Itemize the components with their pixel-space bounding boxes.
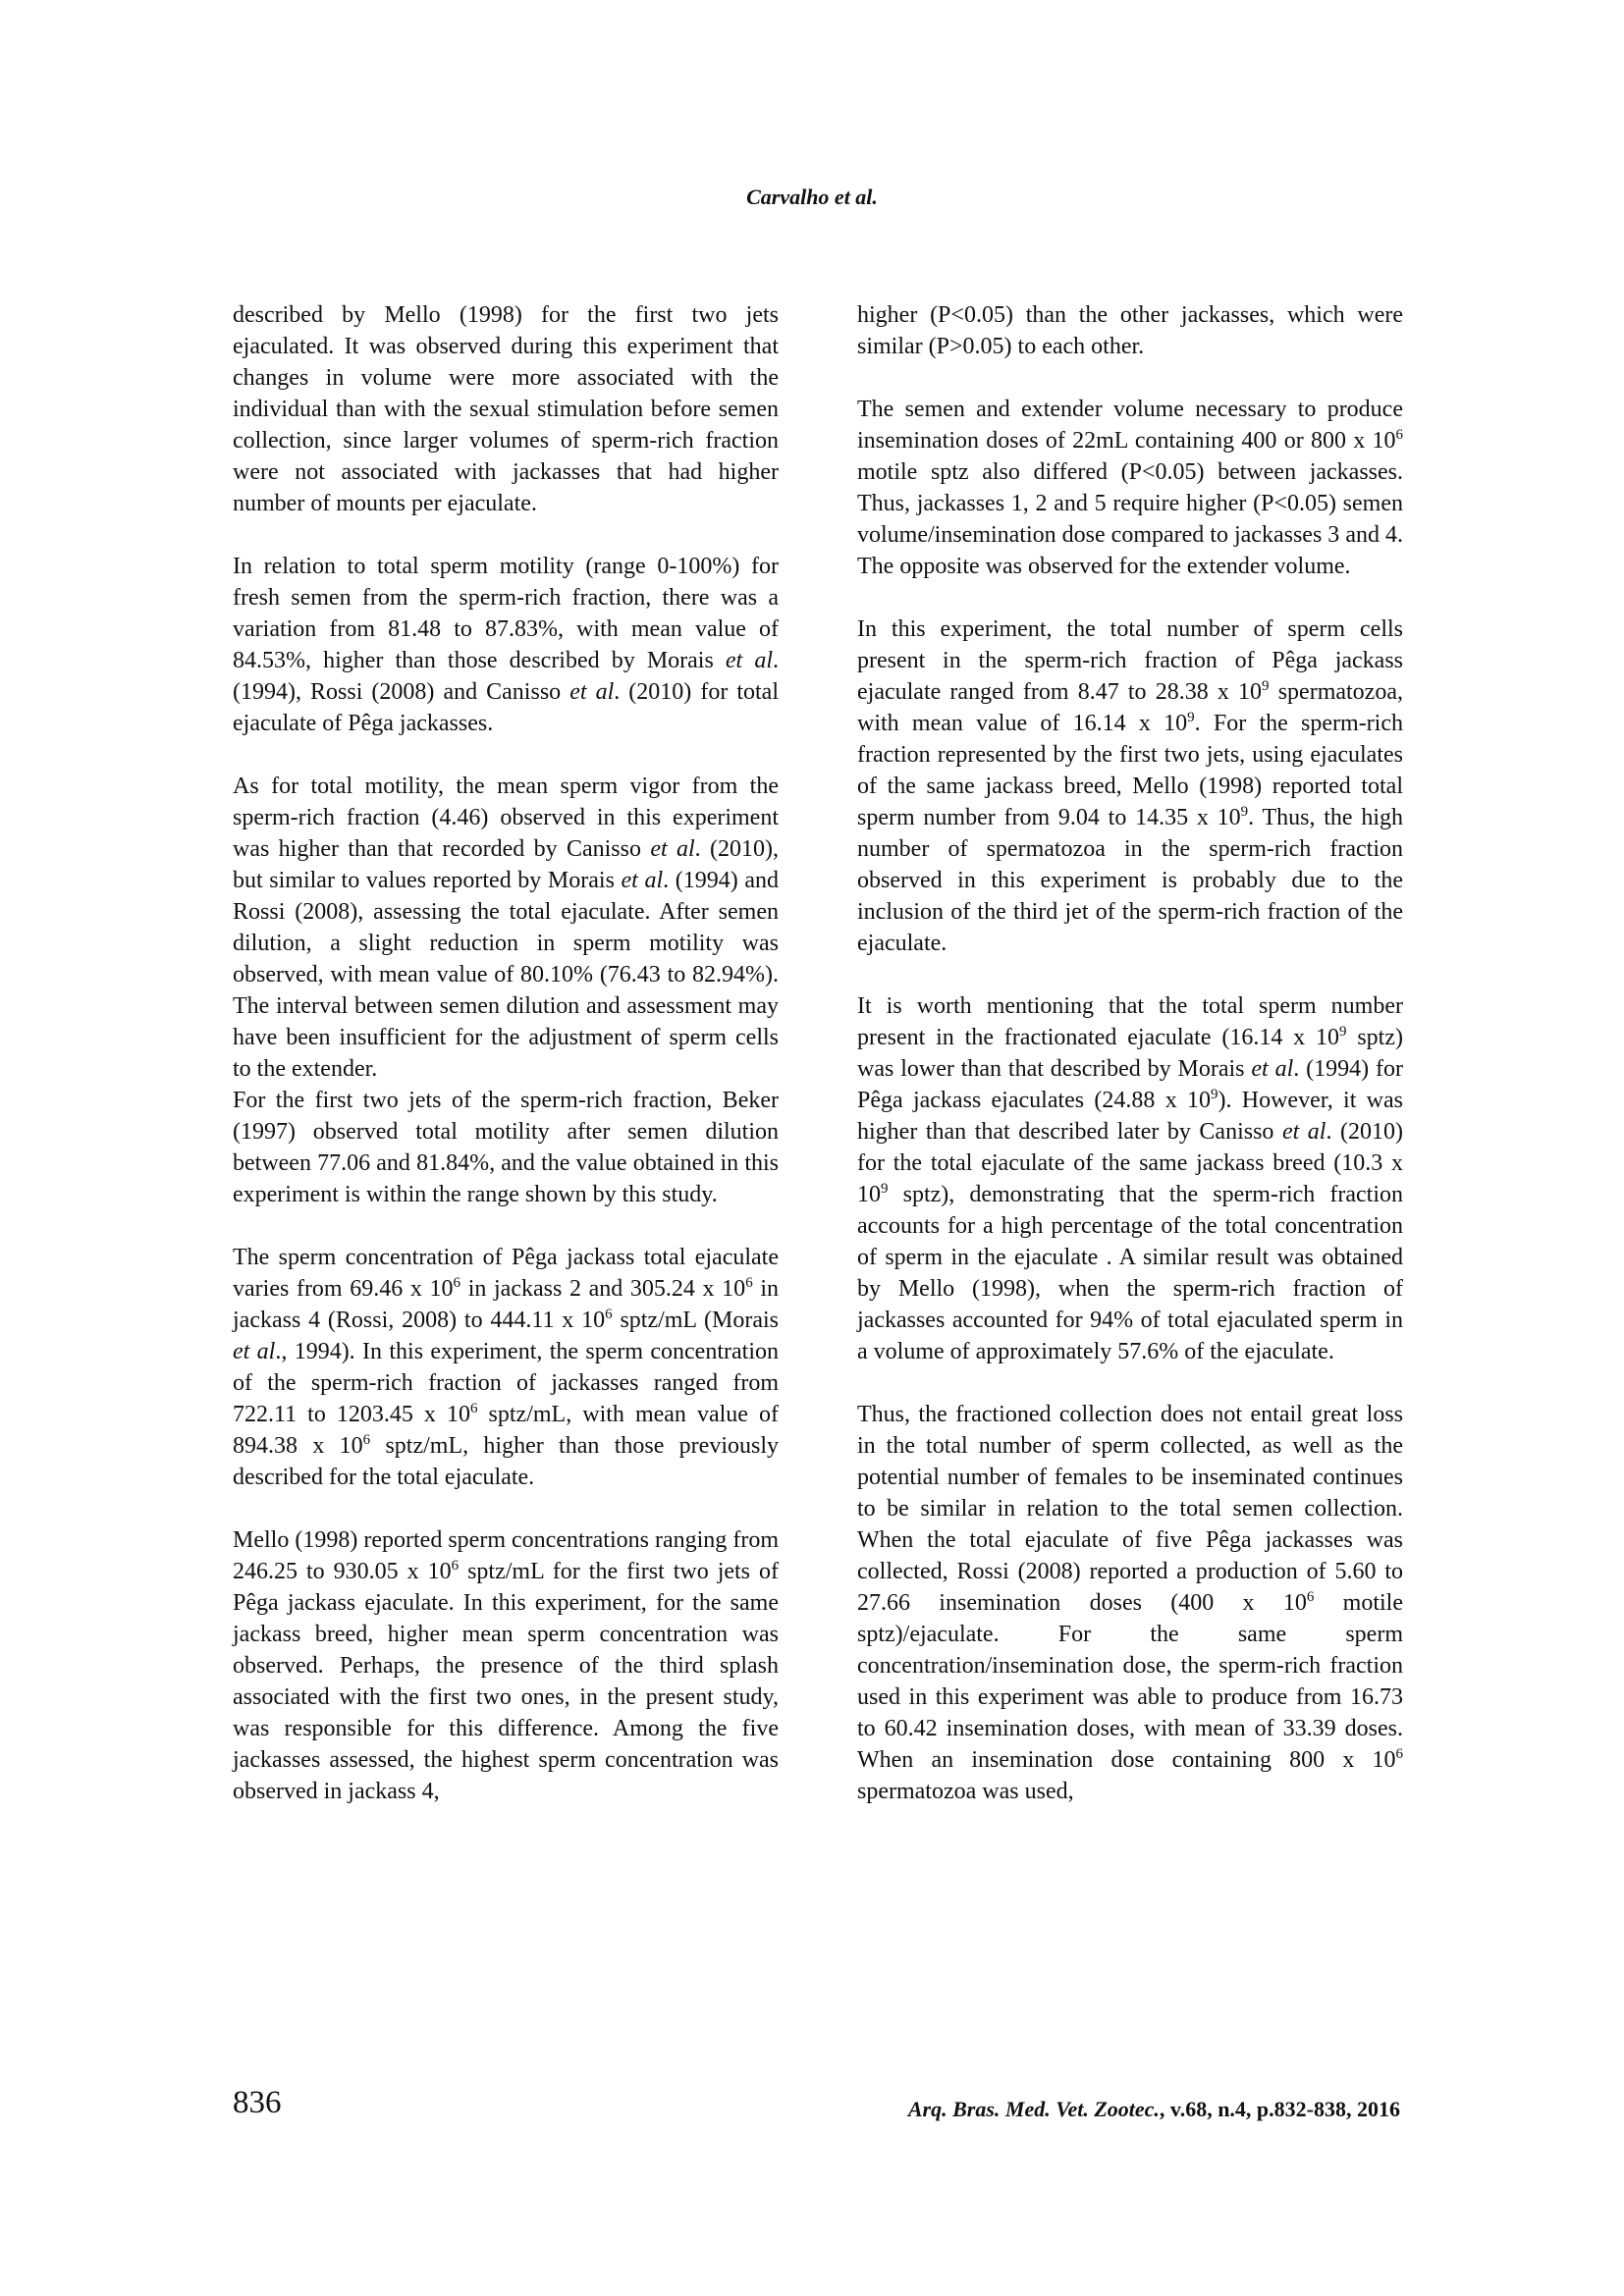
paragraph: The sperm concentration of Pêga jackass total ejaculate varies from 69.46 x $10^6$ in jackass 2 and 305.24 x $10^6$ in jackass 4 (Rossi, 2008) to 444.11 x $10^6$ sptz/mL (Morais et al., 1994). In this experiment, the sperm concentration of the sperm-rich fraction of jackasses ranged from 722.11 to 1203.45 x $10^6$ sptz/mL, with mean value of 894.38 x $10^6$ sptz/mL, higher than those previously described for the total ejaculate. [233, 1245, 780, 1490]
paragraph: The semen and extender volume necessary to produce insemination doses of 22mL containing 400 or 800 x $10^6$ motile sptz also differed (P<0.05) between jackasses. Thus, jackasses 1, 2 and 5 require higher (P<0.05) semen volume/insemination dose compared to jackasses 3 and 4. The opposite was observed for the extender volume. [857, 397, 1403, 579]
paragraph: In this experiment, the total number of sperm cells present in the sperm-rich fraction of Pêga jackass ejaculate ranged from 8.47 to 28.38 x $10^9$ spermatozoa, with mean value of 16.14 x $10^9$. For the sperm-rich fraction represented by the first two jets, using ejaculates of the same jackass breed, Mello (1998) reported total sperm number from 9.04 to 14.35 x $10^9$. Thus, the high number of spermatozoa in the sperm-rich fraction observed in this experiment is probably due to the inclusion of the third jet of the sperm-rich fraction of the ejaculate. [857, 616, 1403, 956]
left-column [233, 299, 779, 1839]
paragraph: As for total motility, the mean sperm vigor from the sperm-rich fraction (4.46) observed in this experiment was higher than that recorded by Canisso et al. (2010), but similar to values reported by Morais et al. (1994) and Rossi (2008), assessing the total ejaculate. After semen dilution, a slight reduction in sperm motility was observed, with mean value of 80.10% (76.43 to 82.94%). The interval between semen dilution and assessment may have been insufficient for the adjustment of sperm cells to the extender. [233, 774, 780, 1082]
paragraph: For the first two jets of the sperm-rich fraction, Beker (1997) observed total motility after semen dilution between 77.06 and 81.84%, and the value obtained in this experiment is within the range shown by this study. [233, 1088, 779, 1207]
paragraph: It is worth mentioning that the total sperm number present in the fractionated ejaculate (16.14 x $10^9$ sptz) was lower than that described by Morais et al. (1994) for Pêga jackass ejaculates (24.88 x $10^9$). However, it was higher than that described later by Canisso et al. (2010) for the total ejaculate of the same jackass breed (10.3 x $10^9$ sptz), demonstrating that the sperm-rich fraction accounts for a high percentage of the total concentration of sperm in the ejaculate . A similar result was obtained by Mello (1998), when the sperm-rich fraction of jackasses accounted for 94% of total ejaculated sperm in a volume of approximately 57.6% of the ejaculate. [857, 993, 1404, 1364]
right-column [857, 299, 1403, 1839]
paragraph: Mello (1998) reported sperm concentrations ranging from 246.25 to 930.05 x $10^6$ sptz/mL for the first two jets of Pêga jackass ejaculate. In this experiment, for the same jackass breed, higher mean sperm concentration was observed. Perhaps, the presence of the third splash associated with the first two ones, in the present study, was responsible for this difference. Among the five jackasses assessed, the highest sperm concentration was observed in jackass 4, [233, 1527, 779, 1804]
running-title: Carvalho et al. [746, 185, 878, 209]
journal-citation: Arq. Bras. Med. Vet. Zootec., v.68, n.4, p.832-838, 2016 [907, 2097, 1400, 2121]
paragraph: higher (P<0.05) than the other jackasses, which were similar (P>0.05) to each other. [857, 302, 1403, 359]
paragraph: described by Mello (1998) for the first two jets ejaculated. It was observed during this experiment that changes in volume were more associated with the individual than with the sexual stimulation before semen collection, since larger volumes of sperm-rich fraction were not associated with jackasses that had higher number of mounts per ejaculate. [233, 302, 779, 516]
paragraph: In relation to total sperm motility (range 0-100%) for fresh semen from the sperm-rich fraction, there was a variation from 81.48 to 87.83%, with mean value of 84.53%, higher than those described by Morais et al. (1994), Rossi (2008) and Canisso et al. (2010) for total ejaculate of Pêga jackasses. [233, 554, 780, 736]
page-number: 836 [233, 2085, 282, 2120]
paragraph: Thus, the fractioned collection does not entail great loss in the total number of sperm collected, as well as the potential number of females to be inseminated continues to be similar in relation to the total semen collection. When the total ejaculate of five Pêga jackasses was collected, Rossi (2008) reported a production of 5.60 to 27.66 insemination doses (400 x $10^6$ motile sptz)/ejaculate. For the same sperm concentration/insemination dose, the sperm-rich fraction used in this experiment was able to produce from 16.73 to 60.42 insemination doses, with mean of 33.39 doses. When an insemination dose containing 800 x $10^6$ spermatozoa was used, [857, 1402, 1403, 1804]
